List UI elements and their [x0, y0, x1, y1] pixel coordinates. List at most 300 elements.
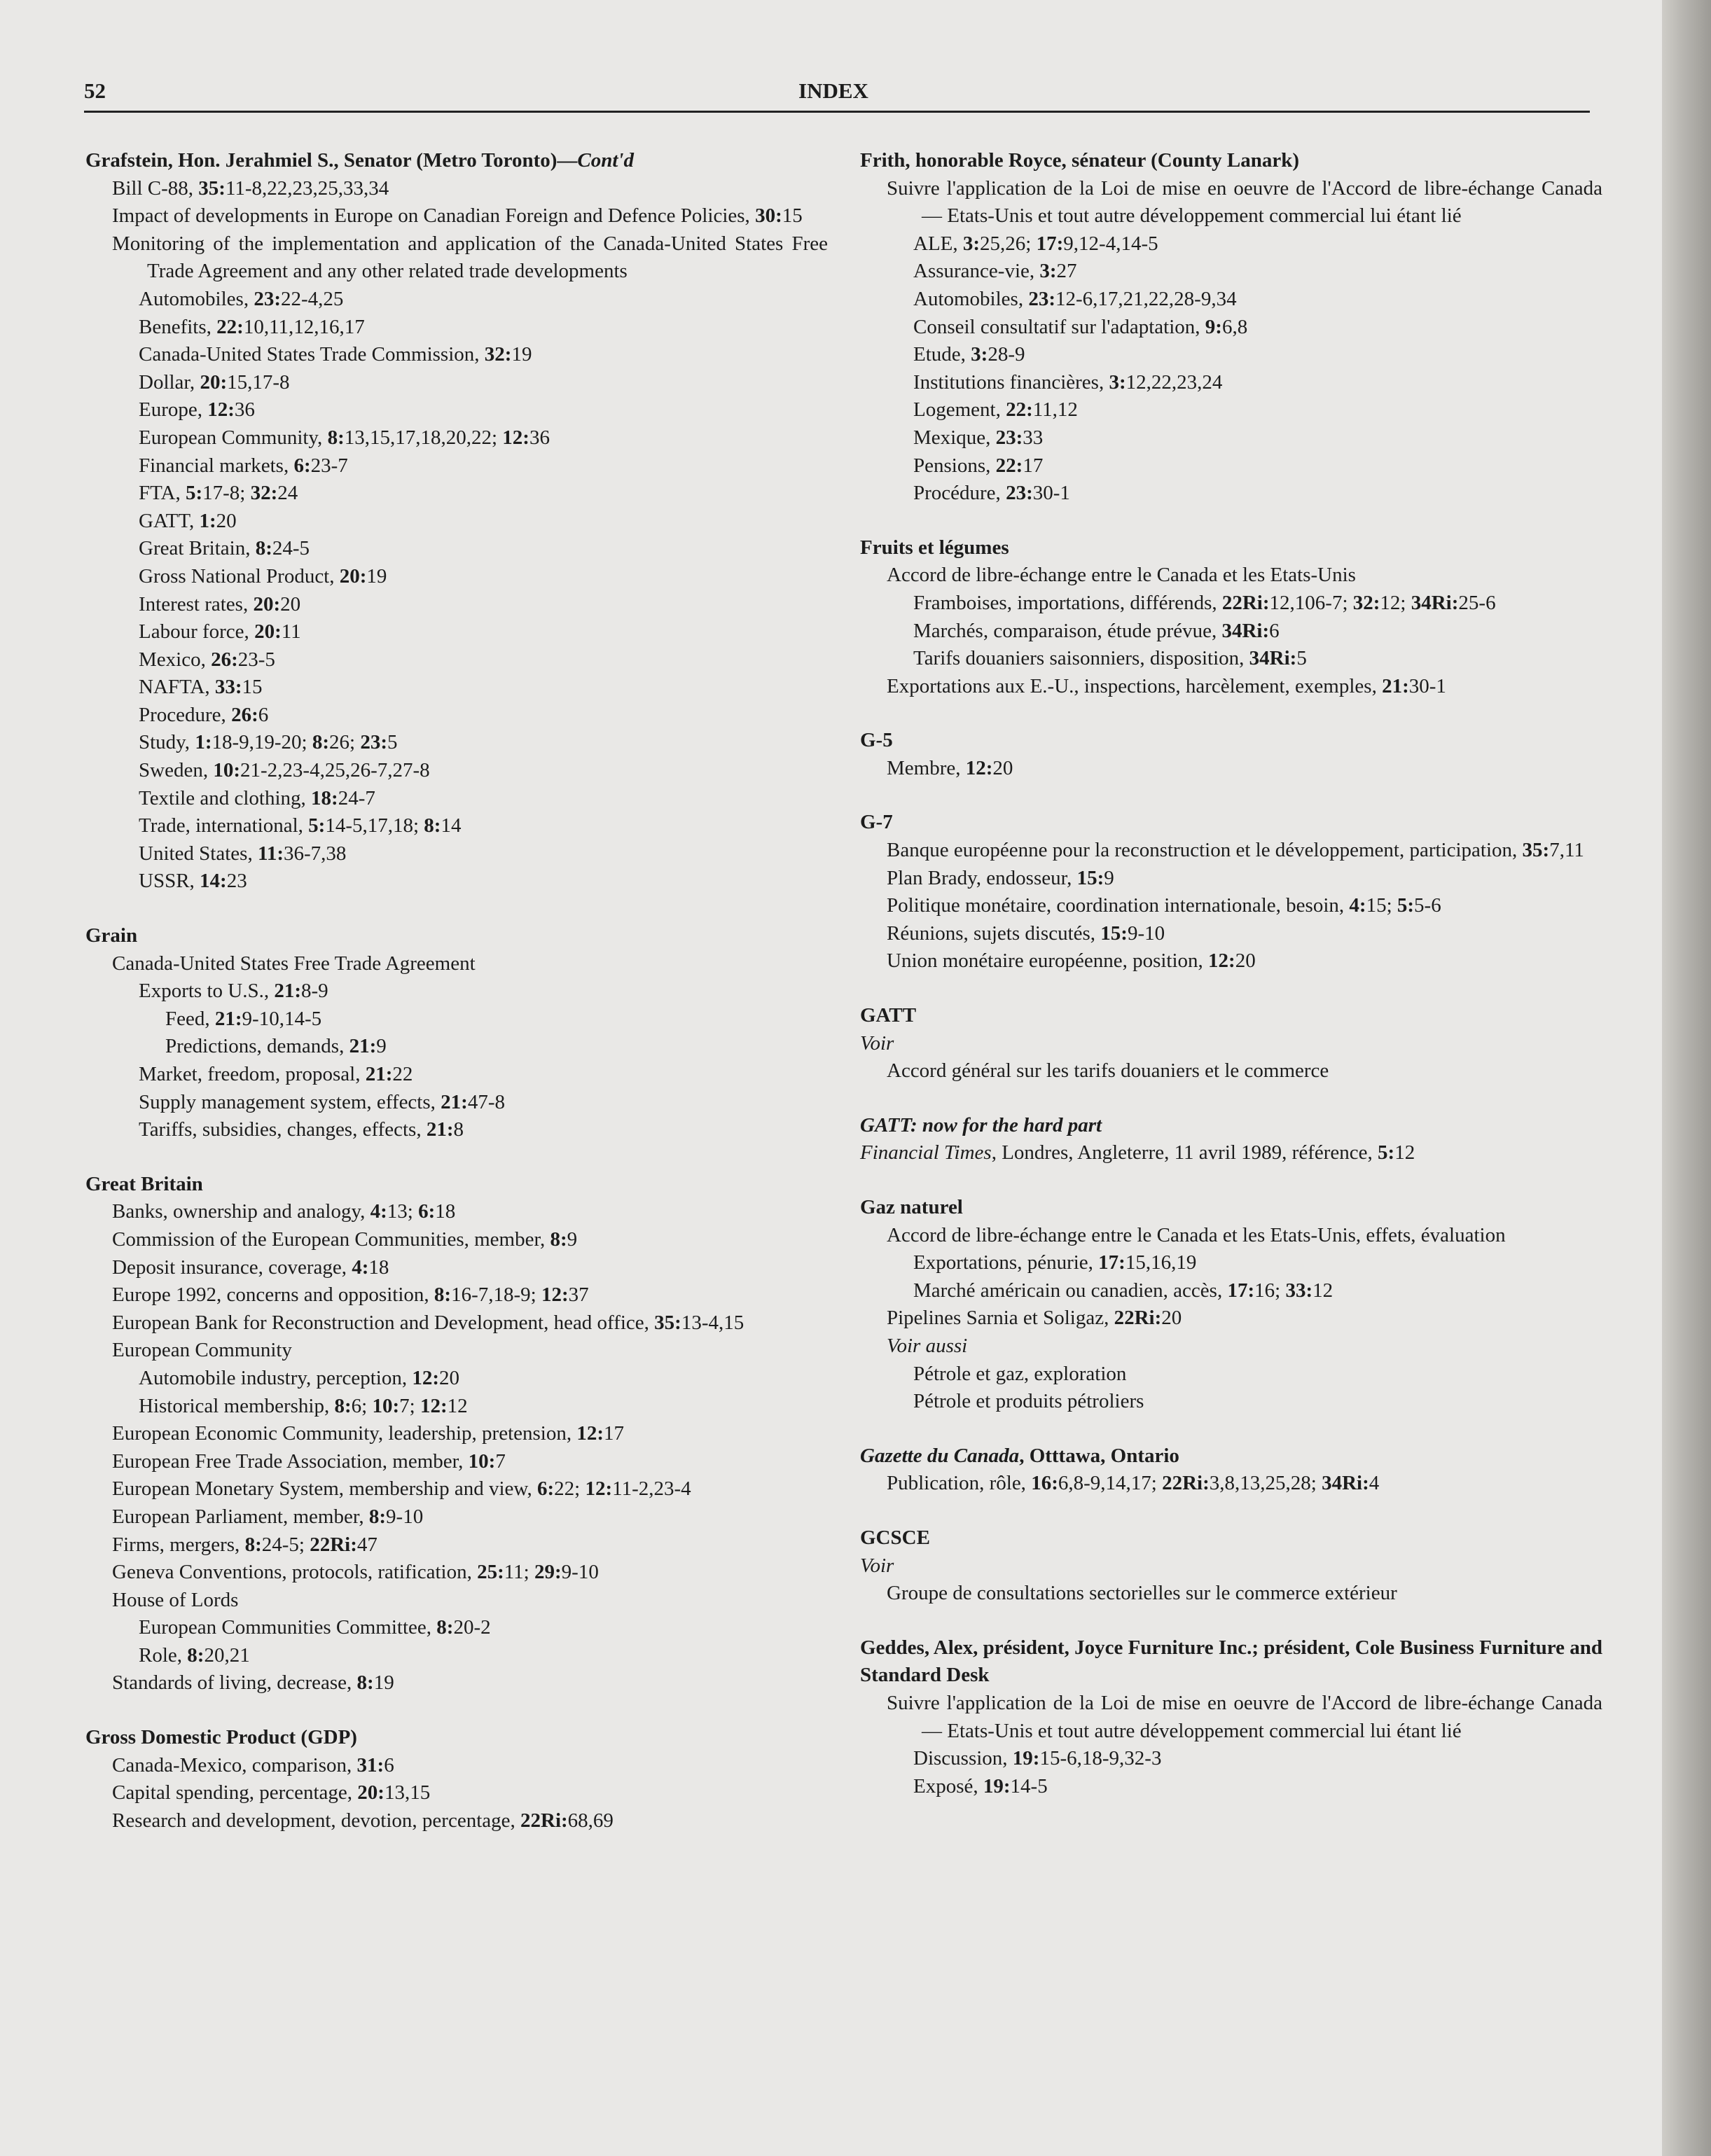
subentry-text: Groupe de consultations sectorielles sur le commerce extérieur — [887, 1582, 1397, 1605]
subentry-text: Marchés, comparaison, étude prévue, — [913, 619, 1222, 642]
page-ref: 12: — [965, 756, 993, 779]
subentry-text: Mexique, — [913, 426, 996, 449]
page-ref-numbers: 6 — [1269, 619, 1280, 642]
heading-text: Fruits et légumes — [860, 536, 1009, 559]
page-ref-numbers: 3,8,13,25,28; — [1209, 1472, 1322, 1495]
subentry — [85, 812, 828, 840]
subentry-text: European Monetary System, membership and view, — [112, 1477, 537, 1501]
subentry-text: NAFTA, — [139, 676, 215, 699]
page-ref-numbers: 33 — [1023, 426, 1044, 449]
subentry-text: Deposit insurance, coverage, — [112, 1256, 352, 1279]
subentry — [85, 729, 828, 757]
page-ref-numbers: 15 — [242, 676, 263, 699]
page-ref: 23: — [254, 287, 282, 310]
page-ref-numbers: 5 — [387, 731, 398, 754]
subentry — [85, 1089, 828, 1117]
page-ref: 22Ri: — [1114, 1307, 1162, 1330]
heading-text: G-5 — [860, 729, 893, 752]
subentry-text: Réunions, sujets discutés, — [887, 921, 1101, 945]
subentry — [85, 840, 828, 868]
subentry-text: Great Britain, — [139, 537, 256, 560]
page-ref: 5: — [1397, 894, 1415, 917]
page-ref-numbers: 24-7 — [338, 786, 375, 809]
page-ref: 4: — [352, 1256, 369, 1279]
subentry-text: Pétrole et gaz, exploration — [913, 1362, 1127, 1385]
page-ref-numbers: 15,16,19 — [1125, 1251, 1197, 1274]
subentry-text: Suivre l'application de la Loi de mise en oeuvre de l'Accord de libre-échange Canada — Etats-Unis et tout autre développement commercial lui étant lié — [887, 176, 1602, 228]
subentry-text: Mexico, — [139, 648, 212, 671]
page-ref: 6: — [418, 1200, 436, 1223]
subentry — [860, 1030, 1602, 1058]
page-ref: 34Ri: — [1249, 647, 1297, 670]
subentry — [860, 314, 1602, 342]
page-ref: 15: — [1076, 866, 1104, 889]
subentry — [85, 674, 828, 702]
subentry — [85, 341, 828, 369]
subentry — [860, 1333, 1602, 1361]
page-ref-numbers: 15-6,18-9,32-3 — [1039, 1747, 1162, 1770]
subentry-text: Publication, rôle, — [887, 1472, 1032, 1495]
subentry-text: European Communities Committee, — [139, 1616, 437, 1639]
page-ref: 21: — [365, 1063, 393, 1085]
subentry — [85, 591, 828, 619]
subentry — [860, 1249, 1602, 1277]
page-ref: 1: — [195, 731, 212, 754]
subentry-text: Canada-United States Trade Commission, — [139, 343, 485, 366]
subentry — [85, 1779, 828, 1807]
page-ref: 10: — [372, 1394, 400, 1417]
page-ref-numbers: 20 — [216, 509, 237, 532]
page-ref: 3: — [1039, 260, 1057, 283]
subentry — [860, 562, 1602, 590]
subentry-text: Automobiles, — [139, 287, 254, 310]
subentry-text: European Free Trade Association, member, — [112, 1449, 469, 1473]
page-ref-numbers: 10,11,12,16,17 — [243, 315, 365, 338]
subentry-text: Interest rates, — [139, 592, 254, 615]
subentry-text: GATT, — [139, 509, 200, 532]
page-ref-numbers: 11-8,22,23,25,33,34 — [225, 176, 389, 200]
subentry-text: Exposé, — [913, 1774, 983, 1797]
subentry — [85, 535, 828, 563]
index-entry — [860, 1194, 1602, 1416]
entry-heading — [860, 727, 1602, 755]
page-ref-numbers: 12; — [1380, 591, 1411, 614]
page-ref-numbers: 9,12-4,14-5 — [1063, 232, 1158, 255]
subentry-text: House of Lords — [112, 1588, 239, 1611]
subentry-text: Exports to U.S., — [139, 980, 275, 1003]
page-ref-numbers: 12,106-7; — [1269, 591, 1353, 614]
page-ref-numbers: 30-1 — [1032, 482, 1070, 505]
subentry — [860, 230, 1602, 258]
entry-heading — [860, 534, 1602, 562]
index-entry — [860, 809, 1602, 975]
page-ref-numbers: 36 — [529, 426, 550, 449]
page-ref: 34Ri: — [1322, 1472, 1369, 1495]
page-ref-numbers: 9-10 — [561, 1561, 599, 1584]
heading-cont: Cont'd — [577, 149, 634, 172]
subentry — [860, 452, 1602, 480]
page-ref-numbers: 24 — [277, 482, 298, 505]
subentry — [85, 950, 828, 978]
subentry-text: Banks, ownership and analogy, — [112, 1200, 370, 1223]
page-ref: 14: — [200, 870, 227, 893]
subentry-text: Impact of developments in Europe on Canadian Foreign and Defence Policies, — [112, 204, 756, 228]
page-ref: 23: — [995, 426, 1023, 449]
page-ref: 9: — [1205, 315, 1222, 338]
subentry-text: Plan Brady, endosseur, — [887, 866, 1077, 889]
entry-heading — [860, 1524, 1602, 1552]
page-ref: 22: — [995, 454, 1023, 477]
page-ref-numbers: 9-10 — [1127, 921, 1165, 945]
page-ref: 15: — [1100, 921, 1128, 945]
subentry — [860, 1305, 1602, 1333]
subentry-text: Role, — [139, 1643, 188, 1667]
subentry — [85, 785, 828, 813]
subentry-text: Historical membership, — [139, 1394, 335, 1417]
subentry — [85, 424, 828, 452]
subentry-text: Predictions, demands, — [165, 1035, 349, 1058]
page-ref-numbers: 47 — [356, 1533, 377, 1556]
subentry-text: Financial markets, — [139, 454, 294, 477]
page-ref: 25: — [477, 1561, 504, 1584]
page-ref: 8: — [255, 537, 272, 560]
subentry — [85, 1198, 828, 1226]
page-ref-numbers: 23-7 — [310, 454, 348, 477]
page-ref: 22: — [1006, 398, 1033, 422]
index-column-right — [860, 147, 1602, 1827]
page-ref-numbers: 19 — [366, 564, 387, 587]
subentry-text: Suivre l'application de la Loi de mise en oeuvre de l'Accord de libre-échange Canada — Etats-Unis et tout autre développement commercial lui étant lié — [887, 1691, 1602, 1742]
page-ref: 17: — [1098, 1251, 1125, 1274]
subentry-text: Conseil consultatif sur l'adaptation, — [913, 315, 1205, 338]
subentry-text: Marché américain ou canadien, accès, — [913, 1279, 1228, 1302]
subentry — [85, 508, 828, 536]
subentry — [85, 1587, 828, 1615]
subentry — [860, 1388, 1602, 1416]
page-ref: 3: — [962, 232, 981, 255]
page-ref-numbers: 6 — [384, 1753, 394, 1776]
page-ref-numbers: 36-7,38 — [284, 842, 347, 865]
subentry-text: Framboises, importations, différends, — [913, 591, 1222, 614]
page-ref: 8: — [434, 1284, 452, 1307]
subentry — [85, 396, 828, 424]
subentry — [85, 1559, 828, 1587]
page-ref: 4: — [1349, 894, 1366, 917]
page-ref-numbers: 20 — [1161, 1307, 1182, 1330]
header-rule — [84, 111, 1590, 113]
subentry-italic: Financial Times — [860, 1141, 992, 1164]
subentry — [85, 757, 828, 785]
subentry — [85, 1642, 828, 1670]
heading-text: GCSCE — [860, 1526, 930, 1549]
subentry — [85, 1337, 828, 1365]
heading-text: Geddes, Alex, président, Joyce Furniture Inc.; président, Cole Business Furniture and Standard Desk — [860, 1636, 1602, 1687]
page-ref-numbers: 11; — [504, 1561, 534, 1584]
page-ref-numbers: 12 — [1394, 1141, 1415, 1164]
page-ref-numbers: 18-9,19-20; — [212, 731, 312, 754]
subentry — [860, 1222, 1602, 1250]
subentry — [85, 1254, 828, 1282]
subentry — [85, 202, 828, 230]
page-ref-numbers: 6,8-9,14,17; — [1058, 1472, 1163, 1495]
subentry-text: Discussion, — [913, 1747, 1013, 1770]
page-ref: 3: — [971, 343, 988, 366]
subentry-text: Capital spending, percentage, — [112, 1781, 358, 1804]
subentry — [85, 314, 828, 342]
page-edge — [1662, 0, 1711, 2156]
entry-heading — [85, 1171, 828, 1199]
subentry-text: Study, — [139, 731, 195, 754]
page-ref-numbers: 5-6 — [1414, 894, 1441, 917]
subentry-text: Tariffs, subsidies, changes, effects, — [139, 1118, 427, 1141]
page-ref: 21: — [349, 1035, 377, 1058]
page-ref: 11: — [257, 842, 284, 865]
page-ref-numbers: 14 — [441, 814, 462, 837]
page-ref: 29: — [534, 1561, 562, 1584]
subentry — [85, 702, 828, 730]
entry-heading — [860, 147, 1602, 175]
heading-text: G-7 — [860, 811, 893, 834]
subentry-text: Automobiles, — [913, 287, 1029, 310]
subentry — [85, 1226, 828, 1254]
subentry — [85, 1475, 828, 1503]
subentry-text: Accord général sur les tarifs douaniers et le commerce — [887, 1059, 1329, 1083]
subentry — [85, 1448, 828, 1476]
subentry — [860, 1580, 1602, 1608]
page-ref: 8: — [187, 1643, 205, 1667]
page-ref: 8: — [244, 1533, 262, 1556]
index-column-left — [85, 147, 828, 1861]
page-number: 52 — [84, 78, 106, 103]
subentry-text: Monitoring of the implementation and application of the Canada-United States Free Trade Agreement and any other related trade developments — [112, 232, 828, 283]
subentry — [85, 480, 828, 508]
page-ref: 33: — [1285, 1279, 1313, 1302]
subentry — [85, 286, 828, 314]
subentry-text: Pipelines Sarnia et Soligaz, — [887, 1307, 1114, 1330]
subentry-text: Pétrole et produits pétroliers — [913, 1390, 1144, 1413]
subentry-text: Standards of living, decrease, — [112, 1671, 357, 1695]
subentry-text: Politique monétaire, coordination internationale, besoin, — [887, 894, 1350, 917]
page-ref-numbers: 18 — [368, 1256, 389, 1279]
page-ref-numbers: 8-9 — [301, 980, 328, 1003]
page-ref-numbers: 22 — [392, 1063, 413, 1085]
page-ref-numbers: 24-5; — [261, 1533, 310, 1556]
page-ref: 21: — [1382, 674, 1409, 697]
page-ref-numbers: 30-1 — [1408, 674, 1446, 697]
subentry — [860, 1057, 1602, 1085]
page-ref: 35: — [198, 176, 226, 200]
entry-heading — [860, 1442, 1602, 1470]
subentry-text: FTA, — [139, 482, 186, 505]
subentry — [860, 590, 1602, 618]
page-ref-numbers: 36 — [234, 398, 255, 422]
page-ref-numbers: 22-4,25 — [281, 287, 344, 310]
page-ref: 12: — [585, 1477, 613, 1501]
subentry-text: Benefits, — [139, 315, 217, 338]
page-ref: 33: — [214, 676, 242, 699]
page-ref-numbers: 20-2 — [453, 1616, 491, 1639]
page-ref: 5: — [308, 814, 326, 837]
subentry-text: European Community, — [139, 426, 328, 449]
subentry — [860, 341, 1602, 369]
subentry-text: USSR, — [139, 870, 200, 893]
subentry — [85, 452, 828, 480]
page-ref: 20: — [357, 1781, 385, 1804]
page-ref-numbers: 11 — [281, 620, 301, 644]
entry-heading — [860, 1634, 1602, 1690]
subentry-text: Canada-Mexico, comparison, — [112, 1753, 357, 1776]
page-ref: 8: — [327, 426, 345, 449]
subentry-text: Voir aussi — [887, 1334, 968, 1357]
page-ref-numbers: 13,15,17,18,20,22; — [344, 426, 503, 449]
subentry-text: Accord de libre-échange entre le Canada et les Etats-Unis, effets, évaluation — [887, 1223, 1506, 1246]
page-ref: 8: — [424, 814, 441, 837]
index-entry — [85, 1724, 828, 1835]
subentry — [85, 1807, 828, 1835]
heading-text: Gross Domestic Product (GDP) — [85, 1726, 357, 1749]
page-ref-numbers: 21-2,23-4,25,26-7,27-8 — [240, 759, 430, 782]
subentry — [85, 1309, 828, 1337]
heading-text: Grafstein, Hon. Jerahmiel S., Senator (Metro Toronto)— — [85, 149, 578, 172]
page-ref: 35: — [654, 1311, 681, 1334]
subentry-text: Voir — [860, 1031, 894, 1055]
subentry — [860, 618, 1602, 646]
index-entry — [860, 1634, 1602, 1801]
subentry-text: ALE, — [913, 232, 963, 255]
subentry-text: Banque européenne pour la reconstruction et le développement, participation, — [887, 839, 1523, 862]
subentry-text: Geneva Conventions, protocols, ratification, — [112, 1561, 478, 1584]
page-ref: 1: — [199, 509, 216, 532]
entry-heading — [860, 809, 1602, 837]
page-ref-numbers: 5 — [1296, 647, 1307, 670]
page-ref: 12: — [502, 426, 529, 449]
subentry — [85, 1752, 828, 1780]
page-ref-numbers: 11,12 — [1032, 398, 1078, 422]
page-ref: 18: — [311, 786, 338, 809]
page-ref-numbers: 12-6,17,21,22,28-9,34 — [1055, 287, 1237, 310]
page-ref: 12: — [576, 1422, 604, 1445]
subentry-text: Procedure, — [139, 703, 232, 726]
subentry-text: Research and development, devotion, percentage, — [112, 1809, 520, 1832]
page-ref: 10: — [468, 1449, 496, 1473]
index-entry — [860, 534, 1602, 701]
page-ref-numbers: 4 — [1369, 1472, 1380, 1495]
page-ref: 20: — [200, 370, 228, 394]
page-ref-numbers: 68,69 — [567, 1809, 614, 1832]
page-ref: 8: — [334, 1394, 352, 1417]
subentry-text: Accord de libre-échange entre le Canada et les Etats-Unis — [887, 564, 1356, 587]
subentry-text: Procédure, — [913, 482, 1006, 505]
subentry-text: Sweden, — [139, 759, 214, 782]
entry-heading — [85, 922, 828, 950]
page-ref-numbers: 17 — [1023, 454, 1044, 477]
subentry — [85, 1365, 828, 1393]
page-ref-numbers: 20 — [992, 756, 1013, 779]
page-ref: 21: — [274, 980, 302, 1003]
page-ref-numbers: 20,21 — [204, 1643, 250, 1667]
subentry-text: Logement, — [913, 398, 1006, 422]
page-ref-numbers: 22; — [554, 1477, 586, 1501]
page-ref-numbers: 7; — [399, 1394, 420, 1417]
page-ref: 19: — [1012, 1747, 1040, 1770]
page-ref: 22: — [216, 315, 244, 338]
subentry-text: European Community — [112, 1339, 292, 1362]
entry-heading — [860, 1194, 1602, 1222]
page-ref-numbers: 9 — [567, 1227, 578, 1251]
subentry — [860, 286, 1602, 314]
index-entry — [860, 147, 1602, 508]
subentry — [860, 673, 1602, 701]
subentry — [860, 424, 1602, 452]
subentry — [85, 1033, 828, 1061]
subentry — [85, 1281, 828, 1309]
page-ref-numbers: 25-6 — [1458, 591, 1496, 614]
subentry-text: Feed, — [165, 1007, 215, 1030]
page-ref: 26: — [211, 648, 238, 671]
subentry-text: Gross National Product, — [139, 564, 340, 587]
page-ref-numbers: 12 — [1312, 1279, 1334, 1302]
entry-heading — [860, 1112, 1602, 1140]
page-ref-numbers: 13; — [387, 1200, 419, 1223]
page-ref: 23: — [1006, 482, 1033, 505]
page-ref: 32: — [1352, 591, 1380, 614]
page-ref: 4: — [370, 1200, 387, 1223]
page-ref-numbers: 18 — [435, 1200, 456, 1223]
page-ref: 23: — [1028, 287, 1056, 310]
subentry-text: Assurance-vie, — [913, 260, 1040, 283]
subentry — [85, 978, 828, 1006]
subentry — [85, 175, 828, 203]
page-ref: 10: — [213, 759, 240, 782]
page-ref: 12: — [541, 1284, 569, 1307]
page-ref: 34Ri: — [1411, 591, 1459, 614]
subentry-text: Dollar, — [139, 370, 200, 394]
subentry — [860, 1690, 1602, 1745]
subentry-text: Automobile industry, perception, — [139, 1366, 413, 1389]
index-entry — [860, 1112, 1602, 1167]
heading-text: Frith, honorable Royce, sénateur (County Lanark) — [860, 149, 1299, 172]
subentry-text: Voir — [860, 1554, 894, 1577]
subentry — [860, 396, 1602, 424]
page-ref-numbers: 37 — [568, 1284, 589, 1307]
subentry — [860, 1773, 1602, 1801]
page-ref: 12: — [207, 398, 235, 422]
subentry-text: Market, freedom, proposal, — [139, 1063, 366, 1085]
page-ref-numbers: 13-4,15 — [681, 1311, 744, 1334]
index-entry — [85, 1171, 828, 1697]
subentry — [860, 892, 1602, 920]
subentry — [860, 947, 1602, 975]
page-ref: 20: — [254, 620, 282, 644]
subentry — [860, 755, 1602, 783]
subentry-text: Europe 1992, concerns and opposition, — [112, 1284, 434, 1307]
page-ref-numbers: 14-5 — [1010, 1774, 1048, 1797]
page-ref: 8: — [368, 1505, 387, 1528]
subentry-text: Bill C-88, — [112, 176, 199, 200]
page-ref-numbers: 25,26; — [980, 232, 1037, 255]
heading-text: Great Britain — [85, 1172, 203, 1195]
subentry-text: Exportations aux E.-U., inspections, harcèlement, exemples, — [887, 674, 1383, 697]
page-ref: 21: — [214, 1007, 242, 1030]
page-ref-numbers: 9-10 — [386, 1505, 424, 1528]
heading-italic: Gazette du Canada — [860, 1444, 1020, 1467]
page-ref-numbers: 17-8; — [202, 482, 251, 505]
page-ref-numbers: 27 — [1056, 260, 1077, 283]
page-ref: 17: — [1227, 1279, 1255, 1302]
page-ref-numbers: 9-10,14-5 — [242, 1007, 322, 1030]
page-ref: 26: — [231, 703, 258, 726]
page-ref: 34Ri: — [1221, 619, 1270, 642]
